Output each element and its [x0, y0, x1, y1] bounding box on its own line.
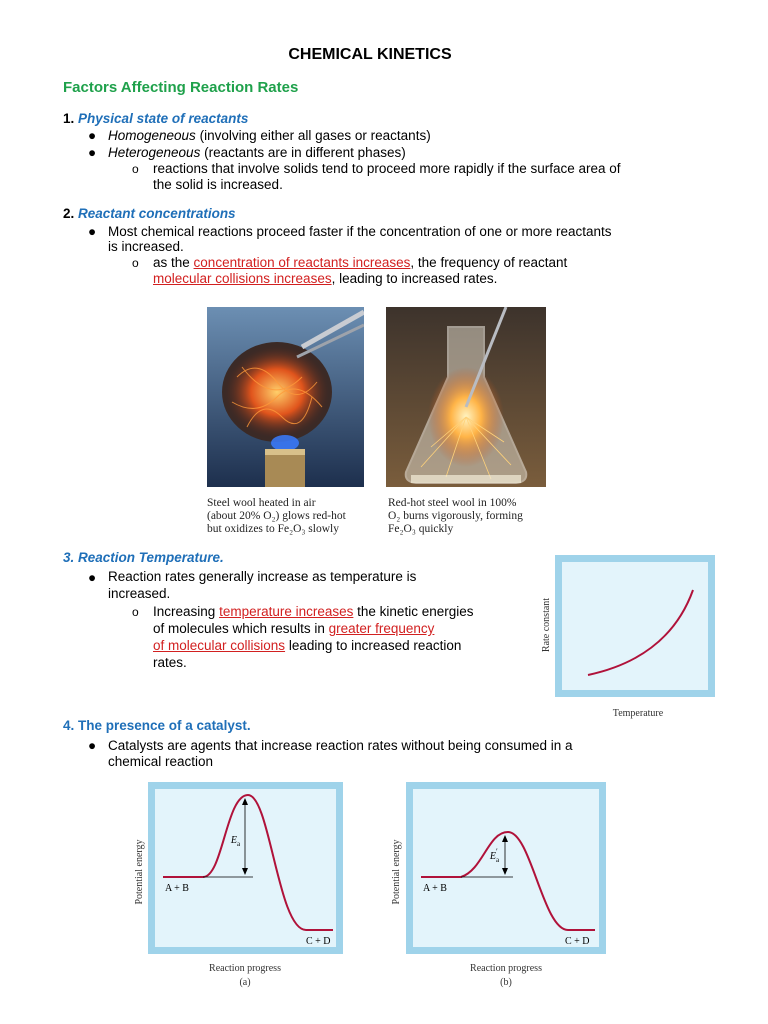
sub-bullet-icon: o — [132, 256, 139, 270]
list-item-line: Reaction rates generally increase as temperature is — [108, 569, 417, 584]
rate-chart-xlabel: Temperature — [612, 708, 664, 719]
energy-b-ylabel: Potential energy — [391, 839, 402, 905]
steel-wool-oxygen-photo — [386, 307, 546, 487]
ea-label-a: E — [230, 835, 237, 846]
sub-item-line — [153, 603, 473, 620]
text-fragment: as the — [153, 255, 190, 270]
energy-a-ylabel: Potential energy — [134, 839, 145, 905]
text-fragment: Increasing — [153, 604, 216, 619]
sub-item-line: rates. — [153, 655, 187, 670]
energy-b-xlabel: Reaction progress — [470, 963, 542, 974]
term-heterogeneous-desc: (reactants are in different phases) — [204, 145, 406, 160]
caption-line: Fe₂O₃ quickly — [388, 523, 454, 535]
highlight-molecular-collisions: of molecular collisions — [153, 638, 286, 653]
section-4-heading: 4. The presence of a catalyst. — [63, 718, 251, 733]
list-item-line: increased. — [108, 586, 171, 601]
sub-item-line — [153, 637, 461, 654]
term-homogeneous: Homogeneous — [108, 128, 196, 143]
section-1-heading — [63, 110, 248, 127]
page-title: CHEMICAL KINETICS — [288, 46, 452, 63]
list-item-line: Most chemical reactions proceed faster if the concentration of one or more reactants — [108, 224, 612, 239]
section-1-number: 1. — [63, 111, 75, 126]
section-2-title: Reactant concentrations — [78, 206, 236, 221]
energy-a-tag: (a) — [239, 977, 251, 988]
list-item-line: is increased. — [108, 239, 184, 254]
term-homogeneous-desc: (involving either all gases or reactants) — [199, 128, 431, 143]
energy-b-tag: (b) — [500, 977, 512, 988]
energy-diagram-catalyzed — [383, 780, 613, 990]
section-2-heading — [63, 205, 236, 222]
text-fragment: the kinetic energies — [357, 604, 474, 619]
list-item-line: chemical reaction — [108, 754, 214, 769]
caption-line: O₂ burns vigorously, forming — [388, 510, 523, 522]
rate-chart-ylabel: Rate constant — [541, 597, 552, 653]
section-2-number: 2. — [63, 206, 75, 221]
sub-item-line — [153, 254, 567, 271]
sub-item-line — [153, 620, 434, 637]
photo-left-caption — [207, 497, 346, 536]
reactants-label-a: A + B — [165, 883, 189, 894]
products-label-a: C + D — [306, 936, 331, 947]
ea-subscript-b: a — [496, 856, 500, 864]
highlight-frequency: greater frequency — [328, 621, 435, 636]
ea-label-b: E — [489, 851, 496, 862]
highlight-concentration: concentration of reactants increases — [193, 255, 411, 270]
photo-right-caption — [388, 497, 523, 536]
text-fragment: leading to increased reaction — [288, 638, 462, 653]
ea-prime-b: ′ — [496, 847, 498, 856]
bullet-icon: ● — [88, 570, 97, 585]
caption-line: (about 20% O₂) glows red-hot — [207, 510, 346, 522]
energy-a-xlabel: Reaction progress — [209, 963, 281, 974]
sub-bullet-icon: o — [132, 162, 139, 176]
sub-item-line: reactions that involve solids tend to proceed more rapidly if the surface area of — [153, 161, 621, 176]
text-fragment: of molecules which results in — [153, 621, 325, 636]
list-item — [108, 144, 406, 161]
caption-line: Steel wool heated in air — [207, 497, 316, 509]
rate-temperature-chart — [535, 555, 720, 725]
ea-subscript-a: a — [237, 840, 241, 848]
reactants-label-b: A + B — [423, 883, 447, 894]
sub-item-line: the solid is increased. — [153, 177, 283, 192]
list-item-line: Catalysts are agents that increase reaction rates without being consumed in a — [108, 738, 573, 753]
sub-item-line — [153, 270, 497, 287]
term-heterogeneous: Heterogeneous — [108, 145, 201, 160]
energy-diagram-uncatalyzed — [128, 780, 358, 990]
bullet-icon: ● — [88, 224, 97, 239]
section-1-title: Physical state of reactants — [78, 111, 249, 126]
bullet-icon: ● — [88, 145, 97, 160]
list-item — [108, 127, 431, 144]
page-subtitle: Factors Affecting Reaction Rates — [63, 79, 299, 96]
products-label-b: C + D — [565, 936, 590, 947]
highlight-collisions: molecular collisions increases — [153, 271, 332, 286]
section-3-heading: 3. Reaction Temperature. — [63, 550, 224, 565]
bullet-icon: ● — [88, 128, 97, 143]
steel-wool-air-photo — [207, 307, 364, 487]
caption-line: Red-hot steel wool in 100% — [388, 497, 517, 509]
text-fragment: , the frequency of reactant — [410, 255, 568, 270]
sub-bullet-icon: o — [132, 605, 139, 619]
highlight-temperature: temperature increases — [219, 604, 354, 619]
caption-line: but oxidizes to Fe₂O₃ slowly — [207, 523, 339, 535]
bullet-icon: ● — [88, 738, 97, 753]
text-fragment: , leading to increased rates. — [331, 271, 498, 286]
